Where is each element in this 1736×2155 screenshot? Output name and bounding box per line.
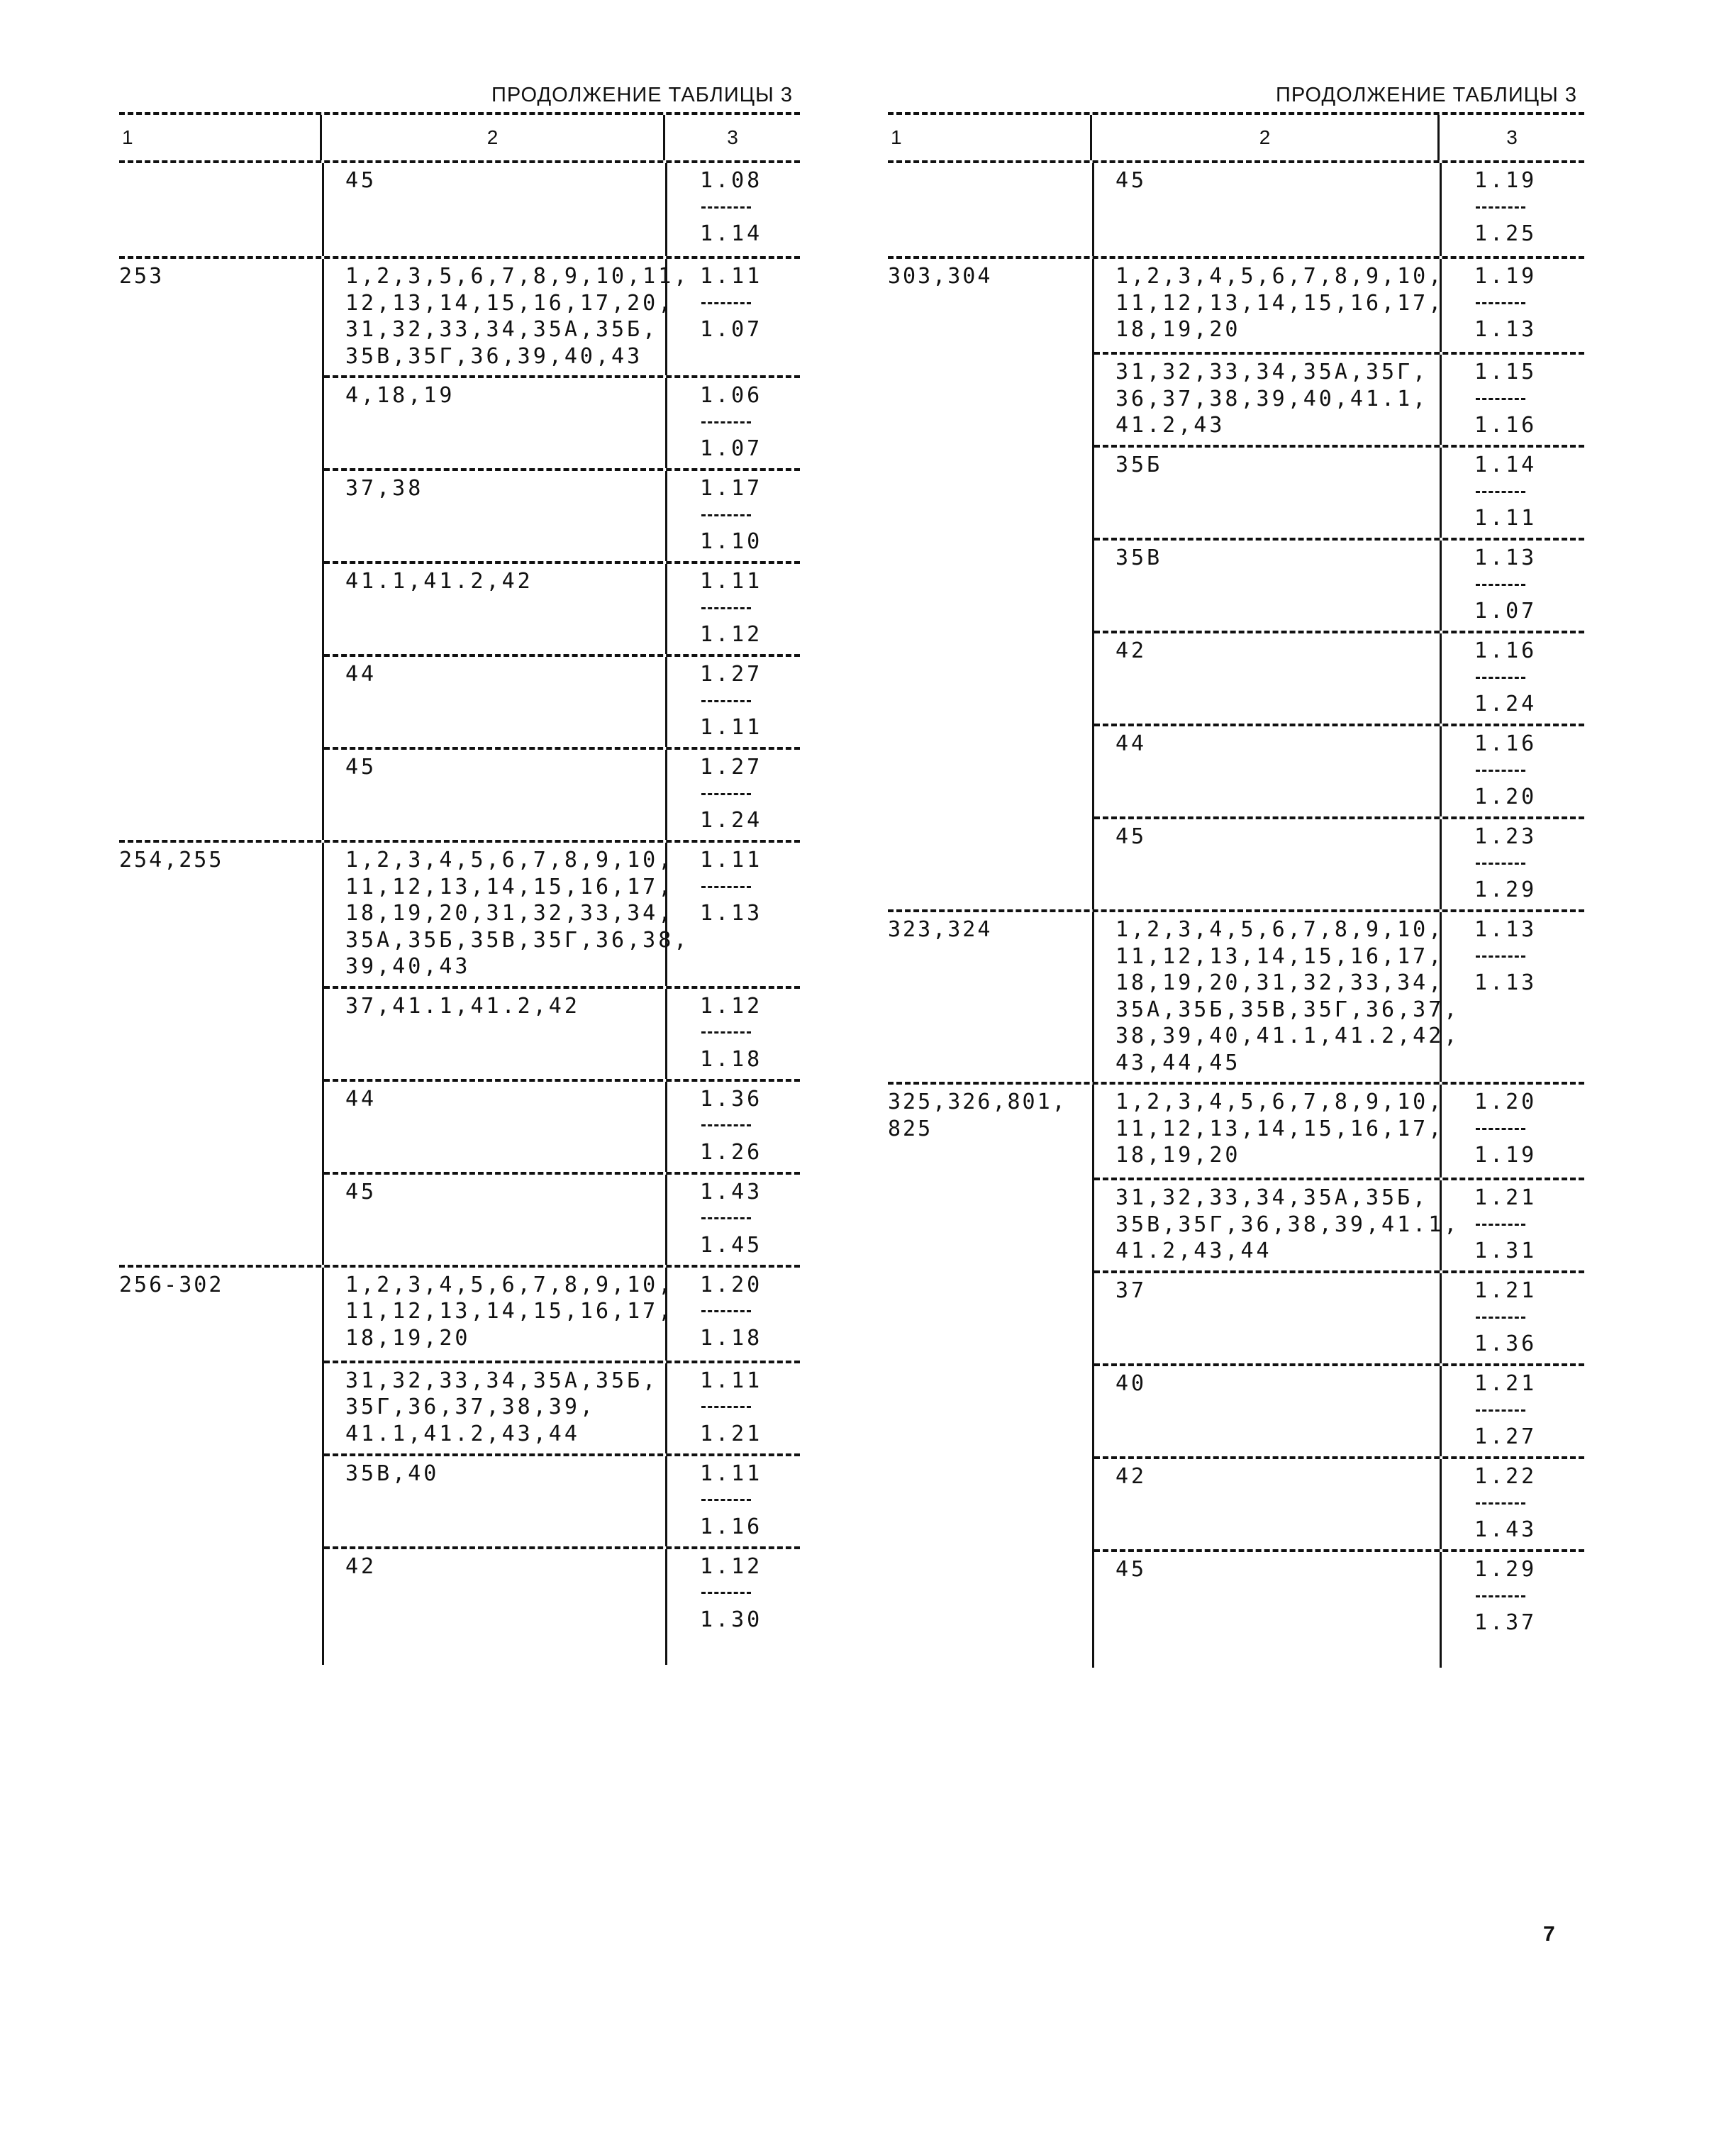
coefficient-numerator: 1.43 bbox=[700, 1179, 763, 1204]
coefficient-fraction bbox=[1442, 819, 1586, 909]
fraction-bar bbox=[700, 1487, 802, 1514]
coefficient-fraction bbox=[1442, 1085, 1586, 1178]
coefficient-denominator: 1.18 bbox=[700, 1046, 763, 1072]
table-row bbox=[888, 163, 1584, 256]
item-numbers: 4,18,19 bbox=[324, 378, 667, 468]
subrow bbox=[1094, 1456, 1584, 1549]
fraction-bar bbox=[700, 1019, 802, 1046]
coefficient-fraction bbox=[1442, 1459, 1586, 1549]
coefficient-denominator: 1.07 bbox=[700, 317, 763, 342]
subrow bbox=[324, 1546, 800, 1639]
item-numbers: 40 bbox=[1094, 1366, 1442, 1456]
table-group bbox=[888, 909, 1584, 1082]
item-numbers: 45 bbox=[324, 163, 667, 256]
fraction-bar bbox=[1474, 290, 1586, 317]
coefficient-denominator: 1.13 bbox=[700, 901, 763, 926]
item-numbers: 35Б bbox=[1094, 448, 1442, 538]
table-group bbox=[119, 1265, 800, 1639]
fraction-bar bbox=[700, 781, 802, 808]
group-subrows bbox=[322, 843, 800, 1265]
coefficient-fraction bbox=[1442, 1552, 1586, 1642]
subrow bbox=[324, 1079, 800, 1172]
fraction-bar bbox=[1474, 1490, 1586, 1517]
coefficient-numerator: 1.22 bbox=[1474, 1464, 1537, 1489]
table-row bbox=[888, 1085, 1584, 1642]
column-header: 1 bbox=[888, 115, 1092, 160]
coefficient-denominator: 1.25 bbox=[1474, 221, 1537, 246]
item-numbers: 31,32,33,34,35А,35Б, 35Г,36,37,38,39, 41.1,41.2,43,44 bbox=[324, 1363, 667, 1453]
coefficient-numerator: 1.20 bbox=[1474, 1090, 1537, 1114]
coefficient-fraction bbox=[667, 378, 802, 468]
fraction-bar bbox=[1474, 386, 1586, 413]
coefficient-fraction bbox=[1442, 163, 1586, 256]
table-left bbox=[119, 78, 800, 1665]
coefficient-denominator: 1.26 bbox=[700, 1139, 763, 1165]
item-numbers: 44 bbox=[1094, 726, 1442, 816]
coefficient-fraction bbox=[667, 750, 802, 840]
coefficient-denominator: 1.31 bbox=[1474, 1239, 1537, 1263]
coefficient-numerator: 1.13 bbox=[1474, 545, 1537, 570]
table-group bbox=[888, 1082, 1584, 1642]
fraction-bar bbox=[1474, 479, 1586, 506]
subrow bbox=[1094, 1363, 1584, 1456]
tail-cell bbox=[665, 1639, 800, 1665]
subrow bbox=[1094, 1178, 1584, 1270]
tail-cell bbox=[888, 1642, 1092, 1668]
fraction-bar bbox=[700, 502, 802, 529]
coefficient-fraction bbox=[667, 657, 802, 747]
fraction-bar bbox=[700, 1394, 802, 1421]
subrow bbox=[324, 1268, 800, 1361]
tail-cell bbox=[119, 1639, 322, 1665]
fraction-bar bbox=[1474, 758, 1586, 785]
group-key bbox=[119, 163, 322, 256]
coefficient-numerator: 1.29 bbox=[1474, 1557, 1537, 1582]
coefficient-denominator: 1.13 bbox=[1474, 970, 1537, 995]
table-tail bbox=[888, 1642, 1584, 1668]
coefficient-numerator: 1.11 bbox=[700, 1368, 763, 1393]
coefficient-denominator: 1.19 bbox=[1474, 1143, 1537, 1168]
coefficient-denominator: 1.10 bbox=[700, 529, 763, 554]
fraction-bar bbox=[700, 1298, 802, 1325]
fraction-bar bbox=[700, 194, 802, 221]
coefficient-denominator: 1.36 bbox=[1474, 1331, 1537, 1356]
group-key: 253 bbox=[119, 264, 165, 289]
subrow bbox=[324, 468, 800, 561]
item-numbers: 35В,40 bbox=[324, 1456, 667, 1546]
item-numbers: 37,38 bbox=[324, 471, 667, 561]
item-numbers: 31,32,33,34,35А,35Б, 35В,35Г,36,38,39,41.1, 41.2,43,44 bbox=[1094, 1180, 1442, 1270]
group-key: 256-302 bbox=[119, 1272, 224, 1297]
group-subrows bbox=[1092, 1085, 1584, 1642]
column-header: 3 bbox=[727, 126, 738, 148]
coefficient-fraction bbox=[1442, 259, 1586, 352]
coefficient-denominator: 1.18 bbox=[700, 1325, 763, 1351]
coefficient-fraction bbox=[667, 1175, 802, 1265]
coefficient-numerator: 1.19 bbox=[1474, 264, 1537, 289]
coefficient-denominator: 1.37 bbox=[1474, 1610, 1537, 1635]
fraction-bar bbox=[700, 1112, 802, 1139]
subrow bbox=[1094, 163, 1584, 256]
item-numbers: 1,2,3,4,5,6,7,8,9,10, 11,12,13,14,15,16,17, 18,19,20 bbox=[1094, 1085, 1442, 1178]
table-row bbox=[888, 259, 1584, 909]
coefficient-numerator: 1.17 bbox=[700, 476, 763, 501]
group-subrows bbox=[322, 1268, 800, 1639]
column-header-row bbox=[119, 115, 800, 160]
item-numbers: 37,41.1,41.2,42 bbox=[324, 989, 667, 1079]
fraction-bar bbox=[700, 595, 802, 622]
coefficient-fraction bbox=[1442, 1273, 1586, 1363]
coefficient-numerator: 1.14 bbox=[1474, 453, 1537, 477]
subrow bbox=[324, 747, 800, 840]
subrow bbox=[1094, 1270, 1584, 1363]
subrow bbox=[324, 843, 800, 986]
coefficient-fraction bbox=[667, 259, 802, 375]
coefficient-fraction bbox=[667, 1082, 802, 1172]
coefficient-numerator: 1.11 bbox=[700, 264, 763, 289]
coefficient-denominator: 1.11 bbox=[1474, 506, 1537, 531]
fraction-bar bbox=[1474, 194, 1586, 221]
subrow bbox=[1094, 724, 1584, 816]
item-numbers: 1,2,3,4,5,6,7,8,9,10, 11,12,13,14,15,16,17, 18,19,20,31,32,33,34, 35А,35Б,35В,35Г,36,37, 38,39,40,41.1,41.2,42, 43,44,45 bbox=[1094, 912, 1442, 1082]
group-subrows bbox=[1092, 259, 1584, 909]
subrow bbox=[1094, 1085, 1584, 1178]
group-subrows bbox=[1092, 163, 1584, 256]
subrow bbox=[324, 561, 800, 654]
subrow bbox=[324, 163, 800, 256]
column-header: 3 bbox=[1506, 126, 1518, 148]
coefficient-denominator: 1.43 bbox=[1474, 1517, 1537, 1542]
item-numbers: 42 bbox=[1094, 1459, 1442, 1549]
table-row bbox=[119, 259, 800, 840]
column-header-row bbox=[888, 115, 1584, 160]
item-numbers: 1,2,3,5,6,7,8,9,10,11, 12,13,14,15,16,17,20, 31,32,33,34,35А,35Б, 35В,35Г,36,39,40,43 bbox=[324, 259, 667, 375]
subrow bbox=[1094, 538, 1584, 631]
tail-cell bbox=[1440, 1642, 1584, 1668]
coefficient-numerator: 1.12 bbox=[700, 1553, 763, 1579]
coefficient-numerator: 1.27 bbox=[700, 662, 763, 687]
subrow bbox=[1094, 445, 1584, 538]
item-numbers: 45 bbox=[1094, 1552, 1442, 1642]
item-numbers: 1,2,3,4,5,6,7,8,9,10, 11,12,13,14,15,16,17, 18,19,20 bbox=[1094, 259, 1442, 352]
table-right bbox=[888, 78, 1584, 1668]
subrow bbox=[1094, 631, 1584, 724]
item-numbers: 31,32,33,34,35А,35Г, 36,37,38,39,40,41.1, 41.2,43 bbox=[1094, 355, 1442, 445]
group-key: 323,324 bbox=[888, 917, 993, 942]
group-subrows bbox=[322, 259, 800, 840]
group-key: 303,304 bbox=[888, 264, 993, 289]
item-numbers: 45 bbox=[324, 1175, 667, 1265]
coefficient-denominator: 1.07 bbox=[1474, 599, 1537, 624]
coefficient-numerator: 1.20 bbox=[700, 1272, 763, 1297]
coefficient-fraction bbox=[667, 989, 802, 1079]
fraction-bar bbox=[700, 1205, 802, 1232]
coefficient-numerator: 1.13 bbox=[1474, 917, 1537, 942]
coefficient-denominator: 1.30 bbox=[700, 1607, 763, 1632]
table-group bbox=[119, 256, 800, 840]
coefficient-numerator: 1.06 bbox=[700, 383, 763, 408]
group-key: 254,255 bbox=[119, 848, 224, 872]
group-key: 325,326,801, 825 bbox=[888, 1090, 1067, 1141]
coefficient-denominator: 1.29 bbox=[1474, 877, 1537, 902]
subrow bbox=[1094, 816, 1584, 909]
coefficient-fraction bbox=[667, 564, 802, 654]
fraction-bar bbox=[700, 1580, 802, 1607]
fraction-bar bbox=[700, 688, 802, 715]
coefficient-numerator: 1.15 bbox=[1474, 360, 1537, 384]
subrow bbox=[324, 259, 800, 375]
coefficient-numerator: 1.12 bbox=[700, 993, 763, 1019]
group-subrows bbox=[322, 163, 800, 256]
fraction-bar bbox=[1474, 665, 1586, 692]
column-header: 1 bbox=[119, 115, 322, 160]
coefficient-fraction bbox=[1442, 726, 1586, 816]
column-header: 2 bbox=[1092, 115, 1440, 160]
table-tail bbox=[119, 1639, 800, 1665]
table-row bbox=[888, 912, 1584, 1082]
coefficient-numerator: 1.36 bbox=[700, 1086, 763, 1112]
coefficient-denominator: 1.24 bbox=[700, 808, 763, 833]
tail-cell bbox=[322, 1639, 665, 1665]
subrow bbox=[324, 986, 800, 1079]
item-numbers: 45 bbox=[1094, 819, 1442, 909]
coefficient-denominator: 1.16 bbox=[700, 1514, 763, 1539]
coefficient-numerator: 1.19 bbox=[1474, 168, 1537, 193]
coefficient-numerator: 1.08 bbox=[700, 168, 763, 193]
coefficient-numerator: 1.23 bbox=[1474, 824, 1537, 849]
coefficient-fraction bbox=[1442, 912, 1586, 1082]
fraction-bar bbox=[700, 409, 802, 436]
group-key bbox=[888, 163, 1092, 256]
item-numbers: 44 bbox=[324, 657, 667, 747]
coefficient-denominator: 1.24 bbox=[1474, 692, 1537, 716]
coefficient-denominator: 1.21 bbox=[700, 1421, 763, 1446]
coefficient-fraction bbox=[1442, 1366, 1586, 1456]
item-numbers: 45 bbox=[324, 750, 667, 840]
fraction-bar bbox=[1474, 1397, 1586, 1424]
subrow bbox=[1094, 259, 1584, 352]
subrow bbox=[324, 654, 800, 747]
coefficient-denominator: 1.20 bbox=[1474, 785, 1537, 809]
item-numbers: 42 bbox=[1094, 633, 1442, 724]
table-row bbox=[119, 1268, 800, 1639]
coefficient-numerator: 1.11 bbox=[700, 1461, 763, 1486]
table-heading: ПРОДОЛЖЕНИЕ ТАБЛИЦЫ 3 bbox=[491, 84, 793, 106]
subrow bbox=[324, 375, 800, 468]
table-group bbox=[119, 163, 800, 256]
item-numbers: 1,2,3,4,5,6,7,8,9,10, 11,12,13,14,15,16,17, 18,19,20,31,32,33,34, 35А,35Б,35В,35Г,36,38, 39,40,43 bbox=[324, 843, 667, 986]
coefficient-fraction bbox=[667, 1456, 802, 1546]
coefficient-fraction bbox=[1442, 355, 1586, 445]
table-row bbox=[119, 843, 800, 1265]
fraction-bar bbox=[1474, 851, 1586, 877]
coefficient-numerator: 1.16 bbox=[1474, 638, 1537, 663]
subrow bbox=[1094, 912, 1584, 1082]
fraction-bar bbox=[700, 290, 802, 317]
coefficient-denominator: 1.14 bbox=[700, 221, 763, 246]
coefficient-fraction bbox=[667, 1363, 802, 1453]
coefficient-numerator: 1.21 bbox=[1474, 1278, 1537, 1303]
item-numbers: 1,2,3,4,5,6,7,8,9,10, 11,12,13,14,15,16,17, 18,19,20 bbox=[324, 1268, 667, 1361]
subrow bbox=[324, 1361, 800, 1453]
fraction-bar bbox=[700, 874, 802, 901]
coefficient-numerator: 1.21 bbox=[1474, 1371, 1537, 1396]
coefficient-denominator: 1.16 bbox=[1474, 413, 1537, 438]
table-group bbox=[888, 163, 1584, 256]
subrow bbox=[1094, 352, 1584, 445]
coefficient-fraction bbox=[667, 471, 802, 561]
coefficient-fraction bbox=[667, 843, 802, 986]
subrow bbox=[324, 1453, 800, 1546]
coefficient-denominator: 1.07 bbox=[700, 436, 763, 461]
coefficient-fraction bbox=[667, 1549, 802, 1639]
subrow bbox=[1094, 1549, 1584, 1642]
table-row bbox=[119, 163, 800, 256]
fraction-bar bbox=[1474, 572, 1586, 599]
coefficient-fraction bbox=[1442, 448, 1586, 538]
coefficient-fraction bbox=[1442, 633, 1586, 724]
table-heading: ПРОДОЛЖЕНИЕ ТАБЛИЦЫ 3 bbox=[1276, 84, 1577, 106]
coefficient-denominator: 1.45 bbox=[700, 1232, 763, 1258]
fraction-bar bbox=[1474, 1116, 1586, 1143]
coefficient-denominator: 1.13 bbox=[1474, 317, 1537, 342]
item-numbers: 37 bbox=[1094, 1273, 1442, 1363]
table-group bbox=[119, 840, 800, 1265]
item-numbers: 45 bbox=[1094, 163, 1442, 256]
coefficient-fraction bbox=[1442, 541, 1586, 631]
item-numbers: 35В bbox=[1094, 541, 1442, 631]
coefficient-numerator: 1.11 bbox=[700, 848, 763, 872]
page-number: 7 bbox=[1543, 1922, 1555, 1946]
subrow bbox=[324, 1172, 800, 1265]
coefficient-fraction bbox=[667, 163, 802, 256]
coefficient-numerator: 1.11 bbox=[700, 569, 763, 594]
tail-cell bbox=[1092, 1642, 1440, 1668]
fraction-bar bbox=[1474, 1304, 1586, 1331]
coefficient-numerator: 1.27 bbox=[700, 755, 763, 780]
coefficient-denominator: 1.11 bbox=[700, 715, 763, 740]
fraction-bar bbox=[1474, 1583, 1586, 1610]
column-header: 2 bbox=[322, 115, 665, 160]
item-numbers: 42 bbox=[324, 1549, 667, 1639]
coefficient-fraction bbox=[1442, 1180, 1586, 1270]
fraction-bar bbox=[1474, 1212, 1586, 1239]
coefficient-numerator: 1.16 bbox=[1474, 731, 1537, 756]
fraction-bar bbox=[1474, 943, 1586, 970]
item-numbers: 44 bbox=[324, 1082, 667, 1172]
table-group bbox=[888, 256, 1584, 909]
coefficient-fraction bbox=[667, 1268, 802, 1361]
item-numbers: 41.1,41.2,42 bbox=[324, 564, 667, 654]
coefficient-denominator: 1.12 bbox=[700, 622, 763, 647]
coefficient-denominator: 1.27 bbox=[1474, 1424, 1537, 1449]
coefficient-numerator: 1.21 bbox=[1474, 1185, 1537, 1210]
group-subrows bbox=[1092, 912, 1584, 1082]
